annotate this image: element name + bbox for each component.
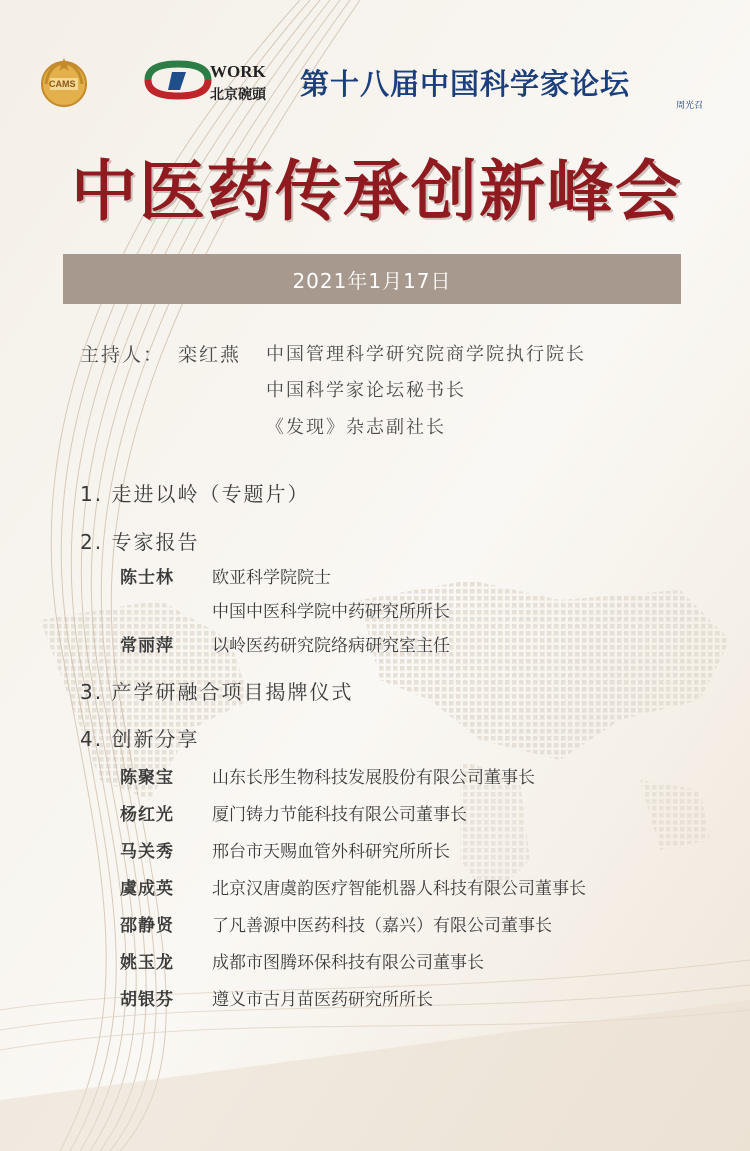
agenda-item-2: 2. 专家报告 bbox=[80, 530, 200, 554]
sharer-role: 北京汉唐虞韵医疗智能机器人科技有限公司董事长 bbox=[212, 879, 586, 899]
agenda-item-3: 3. 产学研融合项目揭牌仪式 bbox=[80, 680, 354, 704]
forum-signature: 周光召 bbox=[676, 101, 704, 111]
expert-name: 陈士林 bbox=[120, 568, 174, 588]
sharer-name: 虞成英 bbox=[120, 879, 174, 899]
expert-name: 常丽萍 bbox=[120, 636, 174, 656]
sharer-role: 了凡善源中医药科技（嘉兴）有限公司董事长 bbox=[212, 916, 552, 936]
expert-role: 以岭医药研究院络病研究室主任 bbox=[212, 636, 450, 656]
agenda-item-1: 1. 走进以岭（专题片） bbox=[80, 482, 310, 506]
work-logo bbox=[210, 62, 290, 106]
sharer-name: 马关秀 bbox=[120, 842, 174, 862]
sharer-role: 厦门铸力节能科技有限公司董事长 bbox=[212, 805, 467, 825]
ring-logo bbox=[142, 60, 214, 100]
sharer-role: 成都市图腾环保科技有限公司董事长 bbox=[212, 953, 484, 973]
cams-badge-text: CAMS bbox=[49, 79, 76, 89]
sharer-name: 杨红光 bbox=[120, 805, 174, 825]
event-date: 2021年1月17日 bbox=[292, 268, 452, 293]
host-name: 栾红燕 bbox=[178, 344, 242, 366]
agenda-item-4: 4. 创新分享 bbox=[80, 727, 200, 751]
host-label: 主持人： bbox=[80, 344, 165, 366]
sharer-name: 陈聚宝 bbox=[120, 768, 174, 788]
sharer-name: 邵静贤 bbox=[120, 916, 174, 936]
sharer-role: 邢台市天赐血管外科研究所所长 bbox=[212, 842, 450, 862]
work-logo-text: WORK bbox=[210, 62, 266, 81]
page-title: 中医药传承创新峰会 bbox=[71, 152, 683, 230]
expert-role: 中国中医科学院中药研究所所长 bbox=[212, 602, 450, 622]
header-logo-row bbox=[30, 52, 720, 112]
sharer-name: 胡银芬 bbox=[120, 990, 174, 1010]
host-title: 《发现》杂志副社长 bbox=[266, 417, 446, 438]
forum-title: 第十八届中国科学家论坛 bbox=[300, 67, 631, 101]
host-title: 中国管理科学研究院商学院执行院长 bbox=[266, 344, 586, 365]
sharer-role: 遵义市古月苗医药研究所所长 bbox=[212, 990, 433, 1010]
sharer-role: 山东长彤生物科技发展股份有限公司董事长 bbox=[212, 768, 535, 788]
date-banner bbox=[63, 254, 681, 304]
sharer-name: 姚玉龙 bbox=[120, 953, 174, 973]
host-title: 中国科学家论坛秘书长 bbox=[266, 380, 466, 401]
expert-role: 欧亚科学院院士 bbox=[212, 568, 331, 588]
work-logo-subtext: 北京碗頭 bbox=[210, 87, 266, 103]
